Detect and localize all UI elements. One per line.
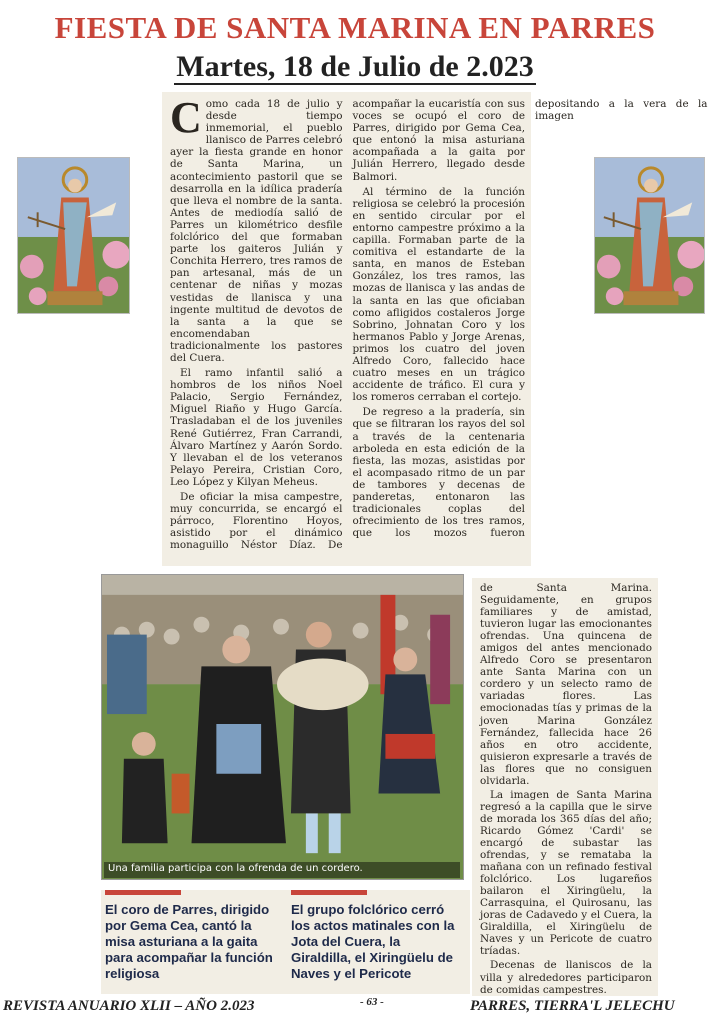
page-date-text: Martes, 18 de Julio de 2.023 — [176, 50, 534, 83]
article-body — [162, 92, 708, 566]
footer-section: PARRES, TIERRA'L JELECHU — [470, 998, 675, 1014]
page-title: FIESTA DE SANTA MARINA EN PARRES — [54, 10, 656, 45]
article-paragraph: Al término de la función religiosa se celebró la procesión en sentido circular por el entorno campestre próximo a la capilla. Formaban parte de la comitiva el estandarte de la santa, en manos de Esteban González, los tres ramos, las mozas de llanisca y las andas de la santa en las que oficiaban como afligidos costaleros Jorge Sobrino, Johnatan Coro y los hermanos Pablo y Jorge Arenas, primos los cuatro del joven Alfredo Coro, fallecido hace cuatro meses en un trágico accidente de tráfico. El cura y los romeros cerraban el cortejo. — [352, 185, 525, 404]
article-paragraph: La imagen de Santa Marina regresó a la capilla que le sirve de morada los 365 días del año; Ricardo Gómez 'Cardi' se encargó de subastar las ofrendas, y se remataba la mañana con un refinado festival folclórico. Los lugareños bailaron el Xiringüelu, la Carrasquina, el Quirosanu, las joras de Cadavedo y el Cuera, la Giraldilla, el Xiringüelu de Naves y un Pericote de cuatro tríadas. — [480, 788, 652, 958]
page-date — [0, 50, 710, 84]
article-paragraph: de Santa Marina. Seguidamente, en grupos familiares y de amistad, tuvieron lugar las emocionantes ofrendas. Una quincena de amigos del antes mencionado Alfredo Coro se presentaron ante Santa Marina con un cordero y un selecto ramo de variadas flores. Las emocionadas tías y primas de la joven Marina González Fernández, fallecida hace 26 años en otro accidente, quisieron expresarle a través de las flores que no consiguen olvidarla. — [480, 582, 652, 787]
footer-publication: REVISTA ANUARIO XLII – AÑO 2.023 — [3, 998, 255, 1014]
page-footer — [0, 994, 710, 1024]
santa-marina-image-left — [17, 157, 130, 314]
family-offering-photo — [101, 574, 464, 880]
photo-caption: Una familia participa con la ofrenda de un cordero. — [104, 862, 460, 878]
article-paragraph: Decenas de llaniscos de la villa y alrededores participaron de comidas campestres. — [480, 959, 652, 996]
santa-marina-image-right — [594, 157, 705, 314]
pullquote-choir: El coro de Parres, dirigido por Gema Cea, cantó la misa asturiana a la gaita para acompañar la función religiosa — [101, 890, 287, 994]
article-paragraph — [170, 93, 343, 364]
article-paragraph-text: omo cada 18 de julio y desde tiempo inmemorial, el pueblo llanisco de Parres celebró ayer la fiesta grande en honor de Santa Marina, un acontecimiento pastoril que se desarrolla en la idílica pradería que lleva el nombre de la santa. Antes de mediodía salió de Parres un kilométrico desfile folclórico del que formaban parte los gaiteros Julián y Conchita Herrero, tres ramos de pan artesanal, más de un centenar de niñas y mozas vestidas de llanisca y una ingente multitud de devotos de la santa a la que se encomendaban tradicionalmente los pastores del Cuera. — [170, 98, 343, 364]
article-columns — [170, 93, 708, 562]
article-continuation — [472, 578, 658, 996]
page-number: - 63 - — [360, 996, 384, 1008]
article-paragraph: De regreso a la pradería, sin que se filtraran los rayos del sol a través de la centenaria arboleda en esta edición de la fiesta, las mozas, asistidas por el acompasado ritmo de un par de tambores y decenas de panderetas, entonaron las tradicionales coplas del ofrecimiento de los tres ramos, que los mozos fueron depositando a la vera de la imagen — [352, 98, 708, 540]
pullquote-folk-group: El grupo folclórico cerró los actos matinales con la Jota del Cuera, la Giraldilla, el Xiringüelu de Naves y el Pericote — [287, 890, 470, 994]
drop-cap: C — [170, 93, 202, 142]
article-paragraph: El ramo infantil salió a hombros de los niños Noel Palacio, Sergio Fernández, Miguel Riaño y Hugo García. Trasladaban el de los juveniles René Gutiérrez, Fran Carrandi, Álvaro Martínez y Aarón Sordo. Y llevaban el de los veteranos Pelayo Pereira, Cristian Coro, Leo López y Kilyan Meheus. — [170, 367, 343, 488]
article-paragraph: De oficiar la misa campestre, muy concurrida, se encargó el párroco, Florentino Hoyos, asistido por el dinámico monaguillo Néstor Díaz. De acompañar la eucaristía con sus voces se ocupó el coro de Parres, dirigido por Gema Cea, que entonó la misa asturiana acompañada a la gaita por Julián Herrero, llegado desde Balmori. — [170, 98, 525, 552]
